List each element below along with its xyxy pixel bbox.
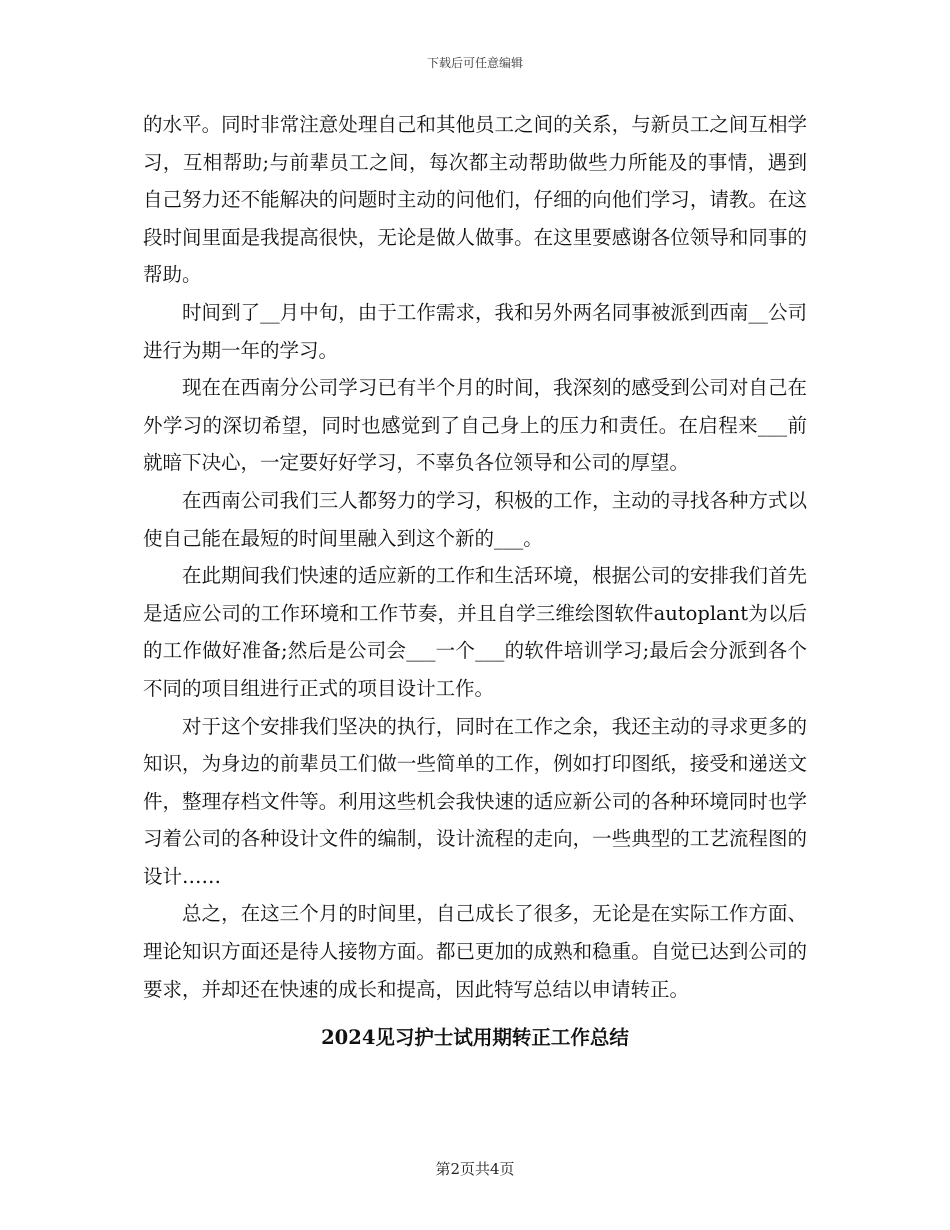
paragraph-3: 现在在西南分公司学习已有半个月的时间，我深刻的感受到公司对自己在外学习的深切希望，同时也感觉到了自己身上的压力和责任。在启程来___前就暗下决心，一定要好好学习，不辜负各位领导和公司的厚望。 — [143, 376, 807, 475]
paragraph-5: 在此期间我们快速的适应新的工作和生活环境，根据公司的安排我们首先是适应公司的工作环境和工作节奏，并且自学三维绘图软件autoplant为以后的工作做好准备;然后是公司会___一个___的软件培训学习;最后会分派到各个不同的项目组进行正式的项目设计工作。 — [143, 564, 807, 700]
paragraph-2: 时间到了__月中旬，由于工作需求，我和另外两名同事被派到西南__公司进行为期一年的学习。 — [143, 300, 807, 362]
page-footer: 第2页共4页 — [435, 1160, 515, 1178]
page-header: 下载后可任意编辑 — [426, 56, 523, 70]
document-body — [143, 106, 807, 1057]
paragraph-6: 对于这个安排我们坚决的执行，同时在工作之余，我还主动的寻求更多的知识，为身边的前辈员工们做一些简单的工作，例如打印图纸，接受和递送文件，整理存档文件等。利用这些机会我快速的适应新公司的各种环境同时也学习着公司的各种设计文件的编制，设计流程的走向，一些典型的工艺流程图的设计…… — [143, 714, 807, 888]
paragraph-7: 总之，在这三个月的时间里，自己成长了很多，无论是在实际工作方面、理论知识方面还是待人接物方面。都已更加的成熟和稳重。自觉已达到公司的要求，并却还在快速的成长和提高，因此特写总结以申请转正。 — [143, 902, 807, 1001]
section-title: 2024见习护士试用期转正工作总结 — [321, 1026, 629, 1050]
paragraph-1: 的水平。同时非常注意处理自己和其他员工之间的关系，与新员工之间互相学习，互相帮助;与前辈员工之间，每次都主动帮助做些力所能及的事情，遇到自己努力还不能解决的问题时主动的问他们，仔细的向他们学习，请教。在这段时间里面是我提高很快，无论是做人做事。在这里要感谢各位领导和同事的帮助。 — [143, 113, 807, 287]
paragraph-4: 在西南公司我们三人都努力的学习，积极的工作，主动的寻找各种方式以使自己能在最短的时间里融入到这个新的___。 — [143, 488, 807, 550]
